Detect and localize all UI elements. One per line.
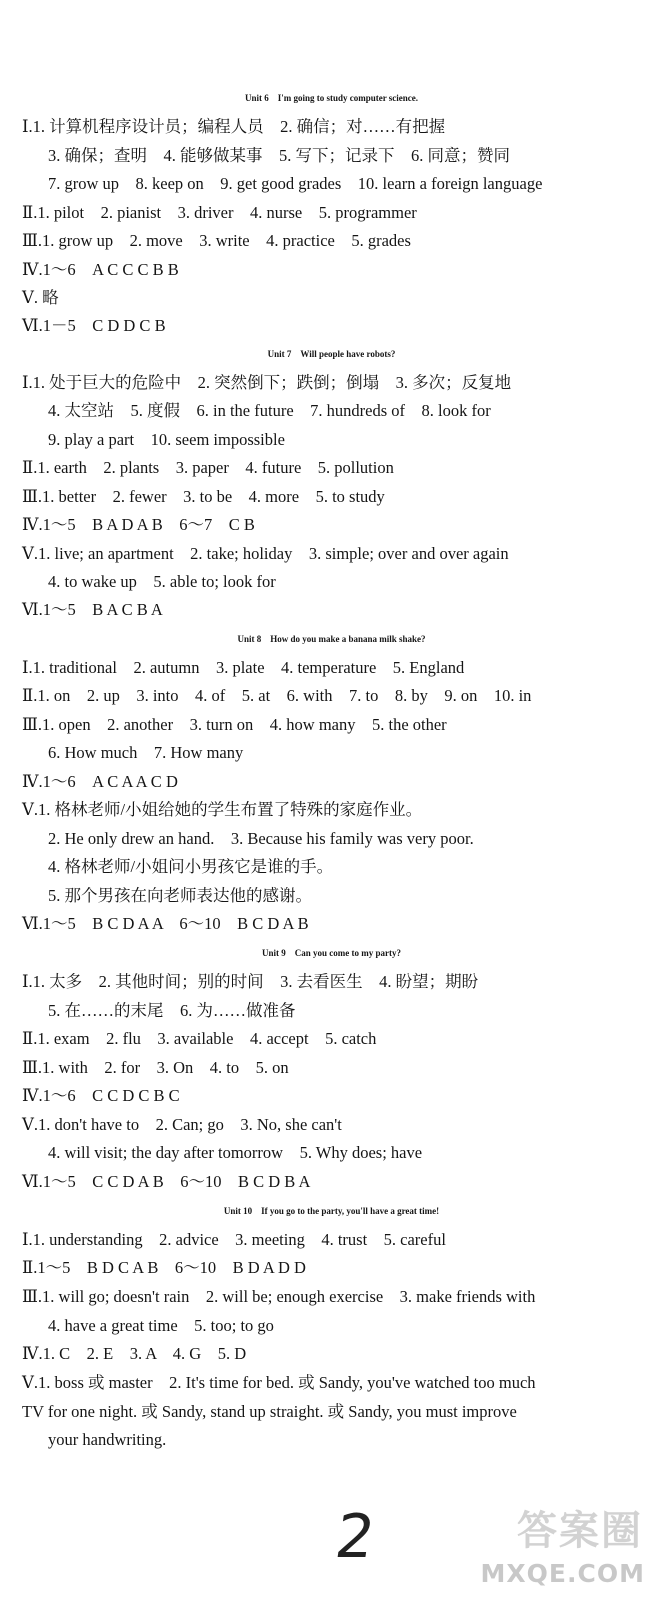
unit-9-title: Unit 9 Can you come to my party? <box>262 948 401 958</box>
unit-10-line-2: Ⅱ.1～5 B D C A B 6～10 B D A D D <box>22 1258 306 1277</box>
unit-6-line-6: Ⅳ.1～6 A C C C B B <box>22 260 179 279</box>
unit-9-line-6: Ⅴ.1. don't have to 2. Can; go 3. No, she can't <box>22 1115 342 1134</box>
unit-10-line-8: your handwriting. <box>48 1430 167 1449</box>
unit-8-line-7: 2. He only drew an hand. 3. Because his family was very poor. <box>48 829 474 848</box>
watermark-logo <box>480 1504 655 1594</box>
unit-9-line-3: Ⅱ.1. exam 2. flu 3. available 4. accept 5. catch <box>22 1029 377 1048</box>
unit-6-line-2: 3. 确保；查明 4. 能够做某事 5. 写下；记录下 6. 同意；赞同 <box>48 146 510 165</box>
unit-8-line-6: Ⅴ.1. 格林老师/小姐给她的学生布置了特殊的家庭作业。 <box>22 800 423 819</box>
unit-8-line-2: Ⅱ.1. on 2. up 3. into 4. of 5. at 6. with 7. to 8. by 9. on 10. in <box>22 686 532 705</box>
unit-8-line-4: 6. How much 7. How many <box>48 743 244 762</box>
unit-10-line-7: TV for one night. 或 Sandy, stand up straight. 或 Sandy, you must improve <box>22 1402 517 1421</box>
unit-6-line-4: Ⅱ.1. pilot 2. pianist 3. driver 4. nurse 5. programmer <box>22 203 417 222</box>
unit-10-line-3: Ⅲ.1. will go; doesn't rain 2. will be; enough exercise 3. make friends with <box>22 1287 536 1306</box>
unit-8-line-5: Ⅳ.1～6 A C A A C D <box>22 772 178 791</box>
unit-8-line-9: 5. 那个男孩在向老师表达他的感谢。 <box>48 886 312 905</box>
unit-8-title: Unit 8 How do you make a banana milk shake? <box>237 634 426 644</box>
unit-9-line-2: 5. 在……的末尾 6. 为……做准备 <box>48 1001 296 1020</box>
unit-9-line-7: 4. will visit; the day after tomorrow 5. Why does; have <box>48 1143 423 1162</box>
unit-7-line-3: 9. play a part 10. seem impossible <box>48 430 285 449</box>
unit-9-line-8: Ⅵ.1～5 C C D A B 6～10 B C D B A <box>22 1172 311 1191</box>
watermark-site: MXQE.COM <box>480 1559 645 1588</box>
unit-8-line-3: Ⅲ.1. open 2. another 3. turn on 4. how many 5. the other <box>22 715 447 734</box>
unit-6-line-1: Ⅰ.1. 计算机程序设计员；编程人员 2. 确信；对……有把握 <box>22 117 446 136</box>
unit-10-line-1: Ⅰ.1. understanding 2. advice 3. meeting 4. trust 5. careful <box>22 1230 446 1249</box>
unit-9-line-4: Ⅲ.1. with 2. for 3. On 4. to 5. on <box>22 1058 289 1077</box>
unit-6-line-5: Ⅲ.1. grow up 2. move 3. write 4. practice 5. grades <box>22 231 411 250</box>
unit-7-line-8: 4. to wake up 5. able to; look for <box>48 572 276 591</box>
unit-7-line-7: Ⅴ.1. live; an apartment 2. take; holiday 3. simple; over and over again <box>22 544 509 563</box>
unit-7-line-1: Ⅰ.1. 处于巨大的危险中 2. 突然倒下；跌倒；倒塌 3. 多次；反复地 <box>22 373 512 392</box>
unit-8-line-10: Ⅵ.1～5 B C D A A 6～10 B C D A B <box>22 914 309 933</box>
unit-8-line-8: 4. 格林老师/小姐问小男孩它是谁的手。 <box>48 857 334 876</box>
watermark-glyphs: 答案圈 <box>517 1508 643 1554</box>
unit-7-line-9: Ⅵ.1～5 B A C B A <box>22 600 163 619</box>
unit-10-line-5: Ⅳ.1. C 2. E 3. A 4. G 5. D <box>22 1344 247 1363</box>
page-number: 2 <box>331 1502 380 1572</box>
unit-7-line-2: 4. 太空站 5. 度假 6. in the future 7. hundreds of 8. look for <box>48 401 491 420</box>
unit-10-line-6: Ⅴ.1. boss 或 master 2. It's time for bed. 或 Sandy, you've watched too much <box>22 1373 536 1392</box>
unit-6-line-8: Ⅵ.1－5 C D D C B <box>22 316 166 335</box>
unit-9-line-5: Ⅳ.1～6 C C D C B C <box>22 1086 180 1105</box>
unit-6-title: Unit 6 I'm going to study computer science. <box>244 93 419 103</box>
unit-8-line-1: Ⅰ.1. traditional 2. autumn 3. plate 4. temperature 5. England <box>22 658 465 677</box>
unit-6-line-3: 7. grow up 8. keep on 9. get good grades 10. learn a foreign language <box>48 174 543 193</box>
unit-7-title: Unit 7 Will people have robots? <box>267 349 396 359</box>
unit-10-line-4: 4. have a great time 5. too; to go <box>48 1316 274 1335</box>
unit-7-line-4: Ⅱ.1. earth 2. plants 3. paper 4. future 5. pollution <box>22 458 394 477</box>
unit-9-line-1: Ⅰ.1. 太多 2. 其他时间；别的时间 3. 去看医生 4. 盼望；期盼 <box>22 972 479 991</box>
unit-7-line-5: Ⅲ.1. better 2. fewer 3. to be 4. more 5. to study <box>22 487 385 506</box>
unit-7-line-6: Ⅳ.1～5 B A D A B 6～7 C B <box>22 515 255 534</box>
unit-10-title: Unit 10 If you go to the party, you'll have a great time! <box>223 1206 440 1216</box>
unit-6-line-7: Ⅴ. 略 <box>22 288 59 307</box>
